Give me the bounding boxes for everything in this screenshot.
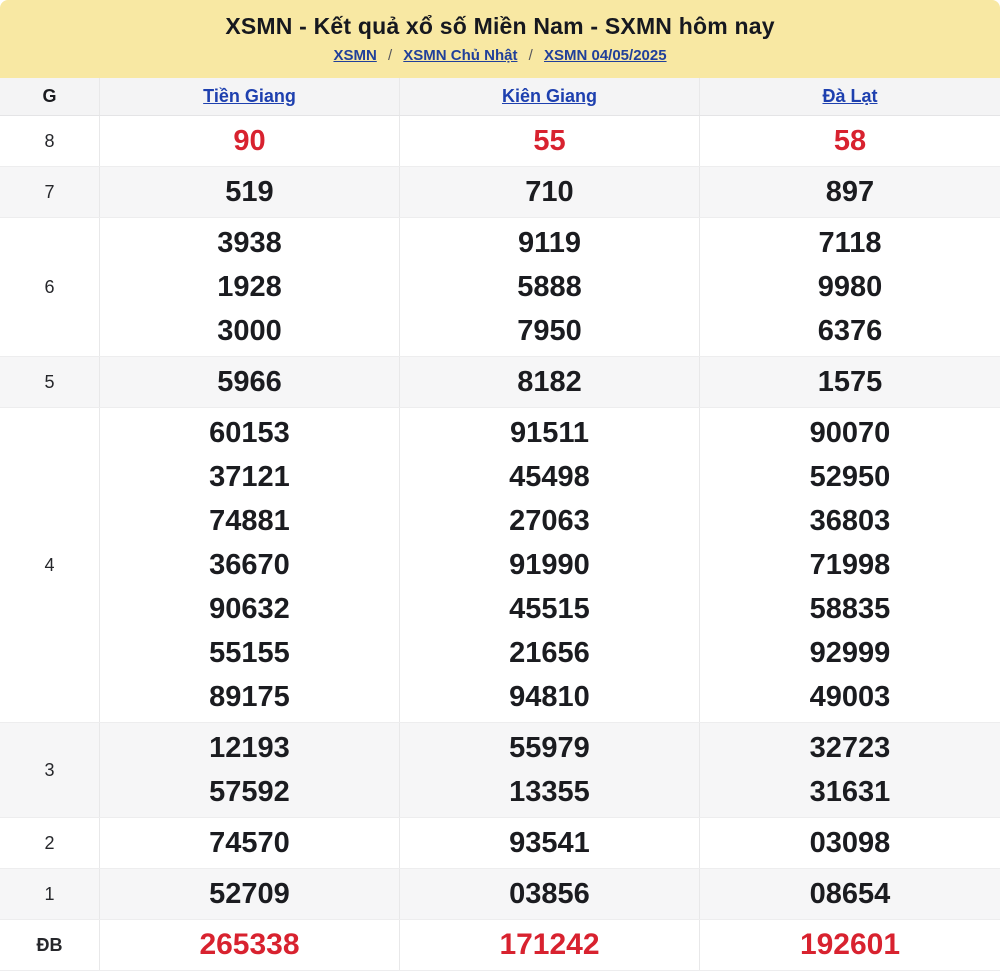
prize-number: 45498 [509, 461, 590, 493]
prize-number: 192601 [799, 928, 901, 961]
prize-number: 89175 [209, 681, 290, 713]
prize-number: 3938 [217, 227, 282, 259]
prize-number: 36670 [209, 549, 290, 581]
prize-number: 7950 [517, 315, 582, 347]
prize-cell [400, 920, 700, 970]
prize-cell [700, 408, 1000, 722]
prize-tier-label: 2 [0, 818, 100, 868]
prize-number: 897 [825, 176, 875, 208]
prize-number: 55979 [509, 732, 590, 764]
table-header-row [0, 78, 1000, 116]
prize-number: 9119 [518, 227, 581, 259]
table-row [0, 408, 1000, 723]
prize-cell [100, 357, 400, 407]
prize-cell [700, 818, 1000, 868]
prize-number: 5888 [517, 271, 582, 303]
prize-tier-label: 8 [0, 116, 100, 166]
prize-number: 55 [533, 125, 566, 157]
tier-column-header: G [0, 78, 100, 115]
prize-cell [400, 116, 700, 166]
prize-cell [700, 920, 1000, 970]
prize-number: 1575 [817, 366, 883, 398]
results-table [0, 78, 1000, 971]
prize-number: 1928 [217, 271, 282, 303]
breadcrumb-separator: / [528, 47, 533, 64]
prize-number: 6376 [817, 315, 883, 347]
prize-number: 91511 [509, 417, 590, 449]
prize-cell [100, 167, 400, 217]
prize-number: 74570 [209, 827, 290, 859]
prize-number: 710 [525, 176, 574, 208]
table-row [0, 167, 1000, 218]
prize-number: 45515 [509, 593, 590, 625]
prize-number: 58 [833, 125, 867, 157]
prize-number: 171242 [499, 928, 600, 961]
prize-number: 519 [225, 176, 274, 208]
prize-cell [100, 116, 400, 166]
column-header-tien-giang[interactable]: Tiền Giang [100, 78, 400, 115]
prize-tier-label: 4 [0, 408, 100, 722]
prize-number: 32723 [809, 732, 891, 764]
prize-cell [700, 167, 1000, 217]
prize-number: 08654 [809, 878, 891, 910]
breadcrumb-link-xsmn-date[interactable]: XSMN 04/05/2025 [543, 47, 667, 64]
prize-number: 49003 [809, 681, 891, 713]
prize-cell [700, 869, 1000, 919]
prize-cell [100, 818, 400, 868]
prize-number: 60153 [209, 417, 290, 449]
prize-number: 55155 [209, 637, 290, 669]
table-row [0, 116, 1000, 167]
table-row [0, 218, 1000, 357]
prize-number: 71998 [809, 549, 891, 581]
prize-number: 90 [233, 125, 266, 157]
prize-number: 13355 [509, 776, 590, 808]
prize-number: 52950 [809, 461, 891, 493]
prize-tier-label: 1 [0, 869, 100, 919]
prize-cell [100, 408, 400, 722]
prize-cell [100, 869, 400, 919]
prize-number: 3000 [217, 315, 282, 347]
prize-number: 74881 [209, 505, 290, 537]
prize-cell [400, 408, 700, 722]
breadcrumb-separator: / [387, 47, 393, 64]
prize-number: 58835 [809, 593, 891, 625]
table-row [0, 869, 1000, 920]
prize-number: 12193 [209, 732, 290, 764]
prize-number: 265338 [199, 928, 300, 961]
prize-number: 7118 [818, 227, 882, 259]
prize-number: 36803 [809, 505, 891, 537]
prize-number: 03856 [509, 878, 590, 910]
prize-number: 52709 [209, 878, 290, 910]
prize-cell [400, 869, 700, 919]
prize-cell [400, 723, 700, 817]
prize-cell [700, 723, 1000, 817]
prize-number: 8182 [517, 366, 582, 398]
breadcrumb-link-xsmn-chu-nhat[interactable]: XSMN Chủ Nhật [403, 47, 518, 64]
column-header-da-lat[interactable]: Đà Lạt [822, 86, 878, 106]
prize-number: 92999 [809, 637, 891, 669]
prize-cell [400, 357, 700, 407]
table-row [0, 818, 1000, 869]
prize-number: 57592 [209, 776, 290, 808]
breadcrumb [0, 47, 1000, 64]
prize-number: 27063 [509, 505, 590, 537]
prize-tier-label: 6 [0, 218, 100, 356]
prize-cell [100, 723, 400, 817]
prize-number: 90070 [809, 417, 891, 449]
prize-number: 90632 [209, 593, 290, 625]
prize-number: 37121 [209, 461, 290, 493]
prize-cell [700, 357, 1000, 407]
prize-cell [100, 218, 400, 356]
prize-cell [100, 920, 400, 970]
breadcrumb-link-xsmn[interactable]: XSMN [333, 47, 377, 64]
column-header-kien-giang[interactable]: Kiên Giang [400, 78, 700, 115]
prize-cell [700, 218, 1000, 356]
prize-tier-label: 5 [0, 357, 100, 407]
page-header [0, 0, 1000, 78]
table-row [0, 357, 1000, 408]
prize-number: 31631 [809, 776, 891, 808]
prize-tier-label: 7 [0, 167, 100, 217]
table-row [0, 920, 1000, 971]
table-row [0, 723, 1000, 818]
table-body [0, 116, 1000, 971]
prize-tier-label: 3 [0, 723, 100, 817]
prize-number: 91990 [509, 549, 590, 581]
prize-number: 5966 [217, 366, 282, 398]
prize-number: 94810 [509, 681, 590, 713]
prize-cell [400, 218, 700, 356]
prize-cell [400, 167, 700, 217]
page-title: XSMN - Kết quả xổ số Miền Nam - SXMN hôm nay [225, 13, 775, 39]
prize-cell [700, 116, 1000, 166]
prize-number: 03098 [809, 827, 891, 859]
prize-tier-label: ĐB [0, 920, 100, 970]
prize-number: 93541 [509, 827, 590, 859]
prize-number: 21656 [509, 637, 590, 669]
prize-cell [400, 818, 700, 868]
prize-number: 9980 [817, 271, 883, 303]
